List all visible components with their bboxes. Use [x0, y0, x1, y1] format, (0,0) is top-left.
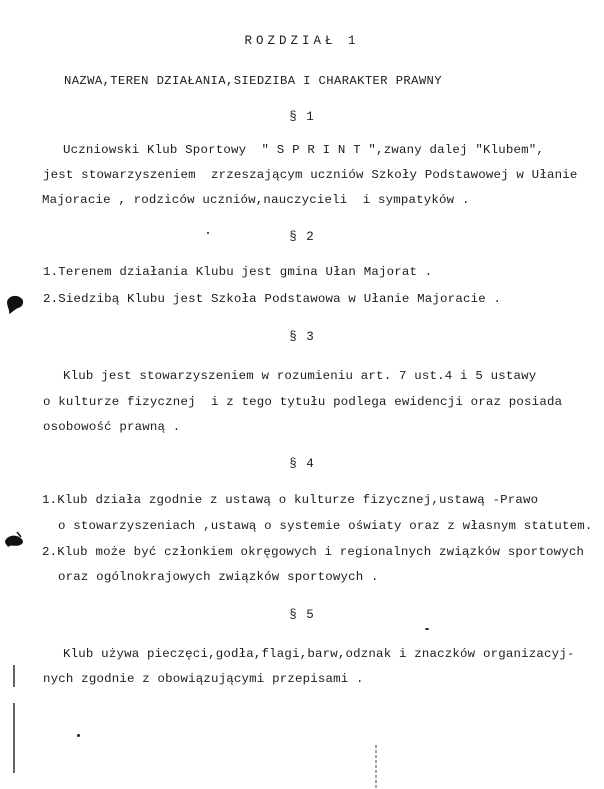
section-2-line-1: 1.Terenem działania Klubu jest gmina Ułan Majorat .: [43, 265, 433, 279]
section-4-line-2: o stowarzyszeniach ,ustawą o systemie oświaty oraz z własnym statutem.: [58, 519, 593, 533]
scan-streak-bottom: [373, 745, 379, 789]
section-3-mark: § 3: [289, 330, 315, 344]
section-3-line-3: osobowość prawną .: [43, 420, 181, 434]
scan-speck: [77, 734, 80, 737]
chapter-heading: NAZWA,TEREN DZIAŁANIA,SIEDZIBA I CHARAKTER PRAWNY: [64, 74, 442, 88]
scan-speck: [425, 628, 429, 630]
binder-hole-mark-upper: [4, 290, 26, 316]
section-5-mark: § 5: [289, 608, 315, 622]
scan-speck: [207, 232, 209, 234]
section-4-line-1: 1.Klub działa zgodnie z ustawą o kulturze fizycznej,ustawą -Prawo: [42, 493, 539, 507]
section-1-line-3: Majoracie , rodziców uczniów,nauczycieli i sympatyków .: [42, 193, 470, 207]
section-1-line-1: Uczniowski Klub Sportowy " S P R I N T ",zwany dalej "Klubem",: [63, 143, 545, 157]
section-4-line-4: oraz ogólnokrajowych związków sportowych .: [58, 570, 379, 584]
section-5-line-1: Klub używa pieczęci,godła,flagi,barw,odznak i znaczków organizacyj-: [63, 647, 575, 661]
section-3-line-1: Klub jest stowarzyszeniem w rozumieniu art. 7 ust.4 i 5 ustawy: [63, 369, 537, 383]
section-3-line-2: o kulturze fizycznej i z tego tytułu podlega ewidencji oraz posiada: [43, 395, 563, 409]
scan-streak-left: [10, 665, 18, 775]
section-4-mark: § 4: [289, 457, 315, 471]
section-1-line-2: jest stowarzyszeniem zrzeszającym uczniów Szkoły Podstawowej w Ułanie: [43, 168, 578, 182]
section-1-mark: § 1: [289, 110, 315, 124]
section-2-mark: § 2: [289, 230, 315, 244]
chapter-title: ROZDZIAŁ 1: [244, 34, 360, 48]
section-5-line-2: nych zgodnie z obowiązującymi przepisami .: [43, 672, 364, 686]
section-2-line-2: 2.Siedzibą Klubu jest Szkoła Podstawowa w Ułanie Majoracie .: [43, 292, 502, 306]
section-4-line-3: 2.Klub może być członkiem okręgowych i regionalnych związków sportowych: [42, 545, 585, 559]
binder-hole-mark-lower: [3, 528, 27, 552]
